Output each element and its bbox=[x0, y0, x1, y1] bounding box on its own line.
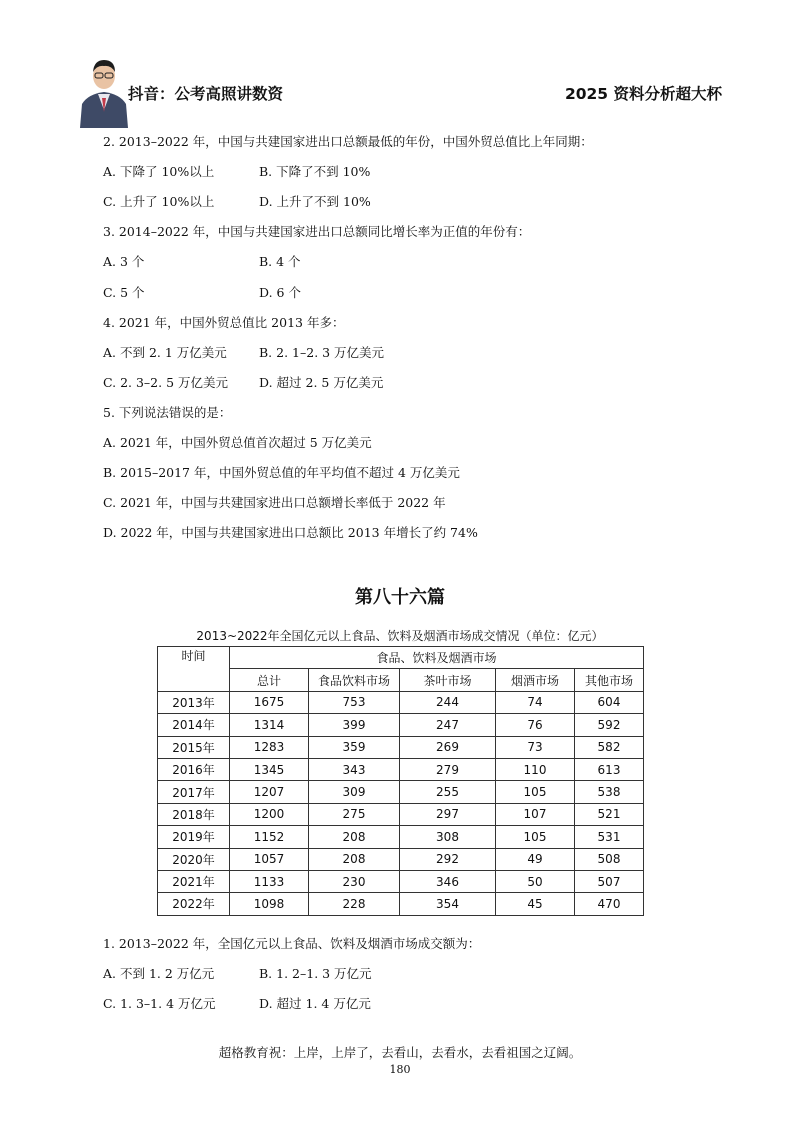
table-row bbox=[158, 826, 644, 848]
table-cell: 604 bbox=[575, 691, 644, 713]
footer-slogan: 超格教育祝：上岸，上岸了，去看山，去看水，去看祖国之辽阔。 bbox=[218, 1045, 582, 1060]
table-cell: 247 bbox=[400, 714, 496, 736]
table-cell-year: 2016年 bbox=[158, 758, 230, 780]
table-cell: 228 bbox=[309, 893, 400, 915]
table-cell: 521 bbox=[575, 803, 644, 825]
table-cell: 208 bbox=[309, 826, 400, 848]
header-tobacco-liquor: 烟酒市场 bbox=[496, 669, 575, 691]
q4-option-c: C. 2. 3–2. 5 万亿美元 bbox=[103, 375, 228, 390]
q4-option-d: D. 超过 2. 5 万亿美元 bbox=[259, 375, 384, 390]
header-market-group: 食品、饮料及烟酒市场 bbox=[230, 647, 644, 669]
q1-option-c: C. 1. 3–1. 4 万亿元 bbox=[103, 996, 216, 1011]
table-cell-year: 2013年 bbox=[158, 691, 230, 713]
table-cell: 1345 bbox=[230, 758, 309, 780]
market-data-table bbox=[157, 646, 644, 916]
table-cell: 275 bbox=[309, 803, 400, 825]
q5-option-a: A. 2021 年，中国外贸总值首次超过 5 万亿美元 bbox=[103, 435, 372, 450]
table-cell: 50 bbox=[496, 870, 575, 892]
table-cell: 297 bbox=[400, 803, 496, 825]
q2-option-d: D. 上升了不到 10% bbox=[259, 194, 371, 209]
table-cell: 76 bbox=[496, 714, 575, 736]
table-cell: 208 bbox=[309, 848, 400, 870]
table-cell: 1283 bbox=[230, 736, 309, 758]
q4-option-a: A. 不到 2. 1 万亿美元 bbox=[103, 345, 227, 360]
q2-option-c: C. 上升了 10%以上 bbox=[103, 194, 215, 209]
page-number: 180 bbox=[389, 1063, 411, 1076]
table-cell-year: 2021年 bbox=[158, 870, 230, 892]
section-title: 第八十六篇 bbox=[355, 587, 445, 608]
table-cell: 753 bbox=[309, 691, 400, 713]
table-cell-year: 2017年 bbox=[158, 781, 230, 803]
q5-option-c: C. 2021 年，中国与共建国家进出口总额增长率低于 2022 年 bbox=[103, 495, 446, 510]
table-cell: 105 bbox=[496, 826, 575, 848]
table-cell: 230 bbox=[309, 870, 400, 892]
header-food-beverage: 食品饮料市场 bbox=[309, 669, 400, 691]
table-cell-year: 2015年 bbox=[158, 736, 230, 758]
table-cell: 507 bbox=[575, 870, 644, 892]
table-cell: 531 bbox=[575, 826, 644, 848]
table-row bbox=[158, 714, 644, 736]
table-cell: 309 bbox=[309, 781, 400, 803]
table-subheader-row bbox=[158, 669, 644, 691]
table-row bbox=[158, 758, 644, 780]
header-tea: 茶叶市场 bbox=[400, 669, 496, 691]
q2-option-a: A. 下降了 10%以上 bbox=[103, 164, 215, 179]
header-douyin-account: 抖音：公考高照讲数资 bbox=[128, 85, 284, 103]
table-cell: 49 bbox=[496, 848, 575, 870]
table-cell: 292 bbox=[400, 848, 496, 870]
table-row bbox=[158, 848, 644, 870]
q1-option-d: D. 超过 1. 4 万亿元 bbox=[259, 996, 371, 1011]
table-cell: 354 bbox=[400, 893, 496, 915]
table-cell: 255 bbox=[400, 781, 496, 803]
table-cell: 1675 bbox=[230, 691, 309, 713]
table-row bbox=[158, 893, 644, 915]
q3-option-c: C. 5 个 bbox=[103, 285, 145, 300]
table-cell: 73 bbox=[496, 736, 575, 758]
q5-option-d: D. 2022 年，中国与共建国家进出口总额比 2013 年增长了约 74% bbox=[103, 525, 478, 540]
presenter-avatar bbox=[78, 52, 130, 128]
table-cell: 1133 bbox=[230, 870, 309, 892]
header-total: 总计 bbox=[230, 669, 309, 691]
table-row bbox=[158, 691, 644, 713]
table-cell-year: 2019年 bbox=[158, 826, 230, 848]
q1-option-b: B. 1. 2–1. 3 万亿元 bbox=[259, 966, 372, 981]
table-cell: 346 bbox=[400, 870, 496, 892]
table-cell: 582 bbox=[575, 736, 644, 758]
header-other: 其他市场 bbox=[575, 669, 644, 691]
q3-option-a: A. 3 个 bbox=[103, 254, 145, 269]
q4-stem: 4. 2021 年，中国外贸总值比 2013 年多： bbox=[103, 315, 345, 330]
table-row bbox=[158, 870, 644, 892]
table-cell: 45 bbox=[496, 893, 575, 915]
table-cell: 244 bbox=[400, 691, 496, 713]
table-cell: 592 bbox=[575, 714, 644, 736]
q1-option-a: A. 不到 1. 2 万亿元 bbox=[103, 966, 215, 981]
table-row bbox=[158, 781, 644, 803]
table-body bbox=[158, 691, 644, 915]
q5-stem: 5. 下列说法错误的是： bbox=[103, 405, 232, 420]
table-cell: 1098 bbox=[230, 893, 309, 915]
header-book-title: 2025 资料分析超大杯 bbox=[564, 85, 722, 103]
table-cell: 613 bbox=[575, 758, 644, 780]
q2-option-b: B. 下降了不到 10% bbox=[259, 164, 371, 179]
header-time: 时间 bbox=[158, 647, 230, 692]
table-header-row bbox=[158, 647, 644, 669]
table-cell: 399 bbox=[309, 714, 400, 736]
table-cell: 105 bbox=[496, 781, 575, 803]
table-row bbox=[158, 803, 644, 825]
q4-option-b: B. 2. 1–2. 3 万亿美元 bbox=[259, 345, 385, 360]
table-cell-year: 2022年 bbox=[158, 893, 230, 915]
table-cell: 1314 bbox=[230, 714, 309, 736]
q5-option-b: B. 2015–2017 年，中国外贸总值的年平均值不超过 4 万亿美元 bbox=[103, 465, 460, 480]
table-cell: 1057 bbox=[230, 848, 309, 870]
table-cell: 107 bbox=[496, 803, 575, 825]
q3-stem: 3. 2014–2022 年，中国与共建国家进出口总额同比增长率为正值的年份有： bbox=[103, 224, 531, 239]
table-cell: 279 bbox=[400, 758, 496, 780]
table-cell: 1200 bbox=[230, 803, 309, 825]
table-cell: 110 bbox=[496, 758, 575, 780]
table-cell: 508 bbox=[575, 848, 644, 870]
table-cell: 538 bbox=[575, 781, 644, 803]
table-cell-year: 2018年 bbox=[158, 803, 230, 825]
table-cell: 269 bbox=[400, 736, 496, 758]
table-cell: 74 bbox=[496, 691, 575, 713]
table-cell: 1207 bbox=[230, 781, 309, 803]
table-cell-year: 2014年 bbox=[158, 714, 230, 736]
q1-stem: 1. 2013–2022 年，全国亿元以上食品、饮料及烟酒市场成交额为： bbox=[103, 936, 481, 951]
table-cell: 359 bbox=[309, 736, 400, 758]
q2-stem: 2. 2013–2022 年，中国与共建国家进出口总额最低的年份，中国外贸总值比上年同期： bbox=[103, 134, 593, 149]
table-row bbox=[158, 736, 644, 758]
table-title: 2013~2022年全国亿元以上食品、饮料及烟酒市场成交情况（单位：亿元） bbox=[196, 629, 604, 643]
table-cell: 1152 bbox=[230, 826, 309, 848]
q3-option-d: D. 6 个 bbox=[259, 285, 301, 300]
table-cell-year: 2020年 bbox=[158, 848, 230, 870]
table-cell: 343 bbox=[309, 758, 400, 780]
table-cell: 470 bbox=[575, 893, 644, 915]
table-cell: 308 bbox=[400, 826, 496, 848]
q3-option-b: B. 4 个 bbox=[259, 254, 301, 269]
